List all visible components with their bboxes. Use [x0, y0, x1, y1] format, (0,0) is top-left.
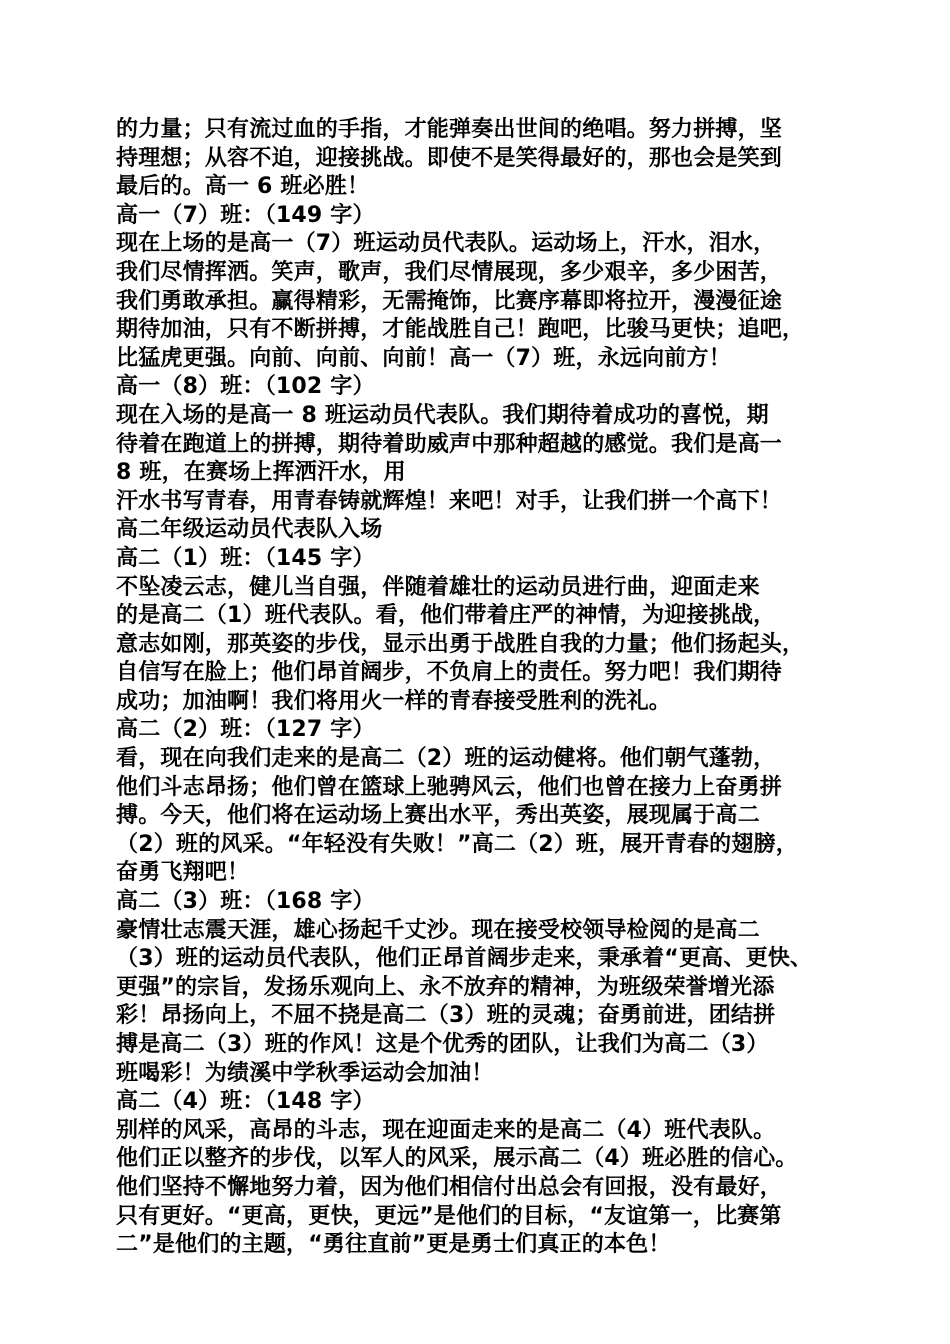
- text-line: 高一（8）班：（102 字）: [116, 374, 375, 400]
- text-line: 更强”的宗旨，发扬乐观向上、永不放弃的精神，为班级荣誉增光添: [116, 974, 775, 1000]
- text-line: 只有更好。“更高，更快，更远”是他们的目标，“友谊第一，比赛第: [116, 1203, 782, 1229]
- text-line: 豪情壮志震天涯，雄心扬起千丈沙。现在接受校领导检阅的是高二: [116, 917, 760, 943]
- text-line: 自信写在脸上；他们昂首阔步，不负肩上的责任。努力吧！我们期待: [116, 660, 783, 686]
- text-line: 看，现在向我们走来的是高二（2）班的运动健将。他们朝气蓬勃，: [116, 746, 776, 772]
- text-line: 期待加油，只有不断拼搏，才能战胜自己！跑吧，比骏马更快；追吧，: [116, 317, 805, 343]
- text-line: 他们正以整齐的步伐，以军人的风采，展示高二（4）班必胜的信心。: [116, 1146, 798, 1172]
- text-line: 汗水书写青春，用青春铸就辉煌！来吧！对手，让我们拼一个高下！: [116, 488, 783, 514]
- text-line: 高二（1）班：（145 字）: [116, 545, 375, 571]
- text-line: 现在入场的是高一 8 班运动员代表队。我们期待着成功的喜悦，期: [116, 402, 769, 428]
- text-line: 奋勇飞翔吧！: [116, 860, 250, 886]
- text-line: 待着在跑道上的拼搏，期待着助威声中那种超越的感觉。我们是高一: [116, 431, 783, 457]
- text-line: （3）班的运动员代表队，他们正昂首阔步走来，秉承着“更高、更快、: [116, 946, 813, 972]
- text-line: 我们尽情挥洒。笑声，歌声，我们尽情展现，多少艰辛，多少困苦，: [116, 259, 783, 285]
- text-line: 二”是他们的主题，“勇往直前”更是勇士们真正的本色！: [116, 1232, 671, 1258]
- text-line: 高二年级运动员代表队入场: [116, 517, 383, 543]
- text-line: 高一（7）班：（149 字）: [116, 202, 375, 228]
- text-line: 班喝彩！为绩溪中学秋季运动会加油！: [116, 1060, 494, 1086]
- text-line: 他们斗志昂扬；他们曾在篮球上驰骋风云，他们也曾在接力上奋勇拼: [116, 774, 783, 800]
- text-line: 高二（3）班：（168 字）: [116, 889, 375, 915]
- text-line: 比猛虎更强。向前、向前、向前！高一（7）班，永远向前方！: [116, 345, 731, 371]
- text-line: 的力量；只有流过血的手指，才能弹奏出世间的绝唱。努力拼搏，坚: [116, 117, 783, 142]
- text-line: 的是高二（1）班代表队。看，他们带着庄严的神情，为迎接挑战，: [116, 603, 776, 629]
- text-line: 我们勇敢承担。赢得精彩，无需掩饰，比赛序幕即将拉开，漫漫征途: [116, 288, 783, 314]
- text-line: 成功；加油啊！我们将用火一样的青春接受胜利的洗礼。: [116, 688, 672, 714]
- text-line: 搏是高二（3）班的作风！这是个优秀的团队，让我们为高二（3）: [116, 1032, 769, 1057]
- text-line: 他们坚持不懈地努力着，因为他们相信付出总会有回报，没有最好，: [116, 1174, 783, 1200]
- text-line: 高二（2）班：（127 字）: [116, 717, 375, 743]
- text-line: （2）班的风采。“年轻没有失败！”高二（2）班，展开青春的翅膀，: [116, 831, 798, 857]
- text-line: 意志如刚，那英姿的步伐，显示出勇于战胜自我的力量；他们扬起头，: [116, 631, 805, 657]
- document-body: [116, 116, 846, 1260]
- text-line: 别样的风采，高昂的斗志，现在迎面走来的是高二（4）班代表队。: [116, 1117, 776, 1143]
- text-line: 现在上场的是高一（7）班运动员代表队。运动场上，汗水，泪水，: [116, 231, 776, 257]
- text-line: 不坠凌云志，健儿当自强，伴随着雄壮的运动员进行曲，迎面走来: [116, 574, 760, 600]
- text-line: 搏。今天，他们将在运动场上赛出水平，秀出英姿，展现属于高二: [116, 803, 760, 829]
- text-line: 彩！昂扬向上，不屈不挠是高二（3）班的灵魂；奋勇前进，团结拼: [116, 1003, 776, 1029]
- text-line: 持理想；从容不迫，迎接挑战。即使不是笑得最好的，那也会是笑到: [116, 145, 783, 171]
- text-line: 8 班，在赛场上挥洒汗水，用: [116, 460, 406, 486]
- text-line: 高二（4）班：（148 字）: [116, 1089, 375, 1115]
- text-line: 最后的。高一 6 班必胜！: [116, 174, 370, 200]
